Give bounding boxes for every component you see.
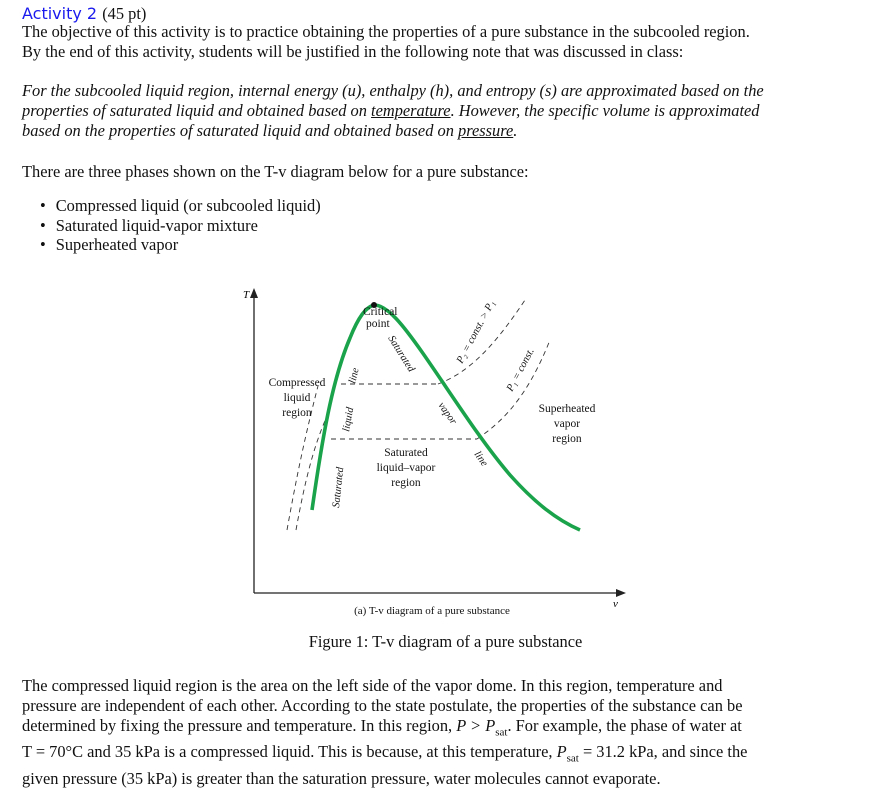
isobar-p1-label: P₁ = const. xyxy=(504,346,537,394)
superheated-label-3: region xyxy=(552,433,582,445)
note-line-3 xyxy=(22,121,872,141)
sat-liquid-label-c: line xyxy=(347,366,362,385)
note-text: . xyxy=(513,121,518,140)
note-text: properties of saturated liquid and obtained based on xyxy=(22,101,372,120)
intro-paragraph xyxy=(22,22,872,62)
v-axis-arrow xyxy=(616,589,626,597)
tv-diagram xyxy=(236,282,636,622)
list-item: • Compressed liquid (or subcooled liquid) xyxy=(40,196,321,216)
superheated-label-2: vapor xyxy=(553,418,581,430)
t-axis-label: T xyxy=(243,289,250,301)
sat-liquid-label-a: Saturated xyxy=(331,466,347,509)
isobar-p2-label: P₂ = const. > P₁ xyxy=(454,298,498,366)
compressed-label-3: region xyxy=(282,407,312,419)
intro-line-2: By the end of this activity, students will be justified in the following note that was discussed in class: xyxy=(22,42,684,61)
math-sub: sat xyxy=(566,752,579,765)
critical-point-label-2: point xyxy=(366,318,390,330)
note-underline-pressure: pressure xyxy=(458,121,514,140)
body-line-1: The compressed liquid region is the area on the left side of the vapor dome. In this region, temperature and xyxy=(22,676,723,695)
note-underline-temperature: temperature xyxy=(371,101,451,120)
activity-heading xyxy=(22,4,146,24)
sat-liquid-label-b: liquid xyxy=(341,406,357,433)
body-text: = 31.2 kPa, and since the xyxy=(578,742,748,762)
t-axis-arrow xyxy=(250,288,258,298)
body-line-2: pressure are independent of each other. According to the state postulate, the properties of the substance can be xyxy=(22,696,743,715)
math-p: P xyxy=(556,742,567,762)
critical-point-label-1: Critical xyxy=(363,306,398,318)
note-line-2 xyxy=(22,101,872,121)
body-text: T = 70°C and 35 kPa is a compressed liquid. This is because, at this temperature, xyxy=(22,742,557,762)
compressed-label-1: Compressed xyxy=(268,377,326,389)
body-line-4 xyxy=(22,742,872,768)
mixture-label-2: liquid–vapor xyxy=(376,462,436,474)
note-text: based on the properties of saturated liquid and obtained based on xyxy=(22,121,458,140)
note-text: . However, the specific volume is approximated xyxy=(450,101,760,120)
sat-vapor-label-b: vapor xyxy=(435,400,459,427)
body-paragraph xyxy=(22,676,872,789)
sat-vapor-label-c: line xyxy=(471,449,490,469)
phases-intro: There are three phases shown on the T-v diagram below for a pure substance: xyxy=(22,162,529,181)
intro-line-1: The objective of this activity is to practice obtaining the properties of a pure substance in the subcooled region. xyxy=(22,22,750,41)
mixture-label-3: region xyxy=(391,477,421,489)
class-note xyxy=(22,81,872,141)
body-text: . For example, the phase of water at xyxy=(507,716,742,735)
superheated-label-1: Superheated xyxy=(538,403,596,415)
math-sub: sat xyxy=(495,726,508,739)
body-line-3 xyxy=(22,716,872,742)
body-line-5: given pressure (35 kPa) is greater than the saturation pressure, water molecules cannot evaporate. xyxy=(22,768,661,788)
activity-points: (45 pt) xyxy=(102,4,147,23)
phases-list xyxy=(40,196,321,255)
sat-vapor-label-a: Saturated xyxy=(385,333,417,375)
list-item: • Superheated vapor xyxy=(40,235,321,255)
compressed-label-2: liquid xyxy=(283,392,311,404)
mixture-label-1: Saturated xyxy=(384,447,428,459)
body-text: determined by fixing the pressure and temperature. In this region, xyxy=(22,716,457,735)
v-axis-label: v xyxy=(613,598,618,610)
math-p: P > P xyxy=(456,716,496,735)
note-line-1: For the subcooled liquid region, internal energy (u), enthalpy (h), and entropy (s) are approximated based on the xyxy=(22,81,764,100)
figure-subcaption: (a) T-v diagram of a pure substance xyxy=(354,605,510,617)
list-item: • Saturated liquid-vapor mixture xyxy=(40,216,321,236)
figure-caption: Figure 1: T-v diagram of a pure substance xyxy=(308,632,583,651)
activity-title: Activity 2 xyxy=(22,4,98,23)
